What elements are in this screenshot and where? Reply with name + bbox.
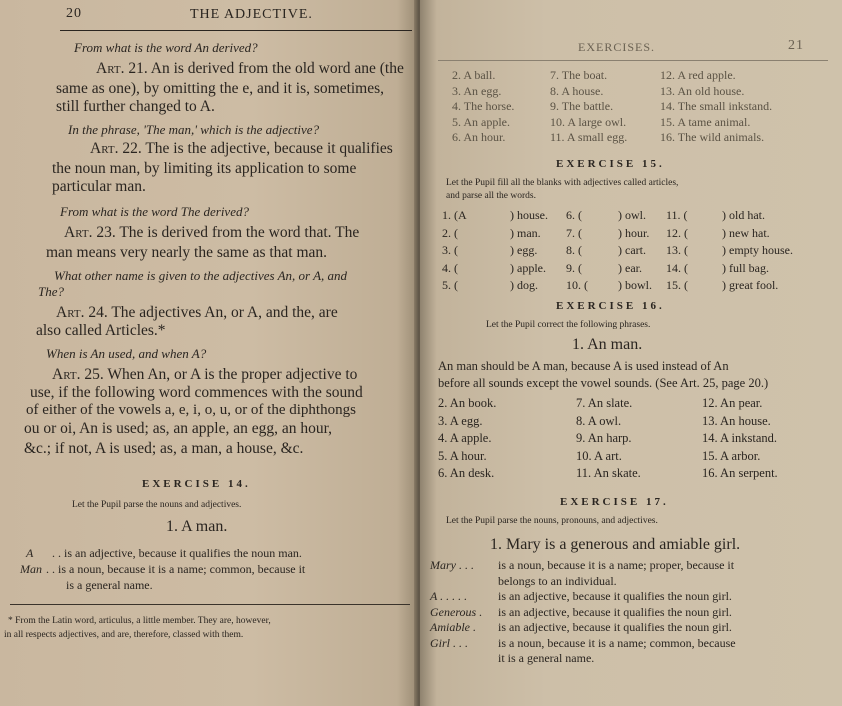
blank-item: 13. (	[666, 243, 688, 257]
article-23-line-2: man means very nearly the same as that man.	[46, 244, 328, 261]
page-number-left: 20	[66, 6, 82, 21]
phrase-item: 10. A art.	[576, 448, 622, 463]
footnote-line-1: * From the Latin word, articulus, a little member. They are, however,	[8, 616, 271, 626]
blank-item: 6. (	[566, 208, 582, 222]
article-25-line-5: &c.; if not, A is used; as, a man, a house, &c.	[24, 440, 304, 457]
blank-item: ) hour.	[618, 225, 650, 240]
blank-item: ) dog.	[510, 278, 538, 292]
article-22-line-1: Art. 22. The is the adjective, because it qualifies	[90, 140, 393, 157]
article-24-line-1: Art. 24. The adjectives An, or A, and the, are	[56, 304, 338, 321]
page-number-right: 21	[788, 38, 804, 53]
parse-word: Amiable .	[430, 620, 476, 634]
blank-item: 7. (	[566, 225, 582, 240]
blank-item: ) old hat.	[722, 208, 765, 222]
article-25-line-4: ou or oi, An is used; as, an apple, an egg, an hour,	[24, 420, 333, 437]
phrase-item: 3. A egg.	[438, 413, 483, 428]
blank-item: 5. (	[442, 278, 458, 292]
right-page	[420, 0, 842, 706]
parse-word: A . . . . .	[430, 589, 468, 603]
exercise-17-subtitle: 1. Mary is a generous and amiable girl.	[490, 536, 741, 553]
phrase-item: 12. An pear.	[702, 396, 763, 410]
exercise-15-directions-2: and parse all the words.	[446, 191, 536, 201]
question-21: From what is the word An derived?	[74, 40, 258, 55]
blank-item: 3. (	[442, 243, 458, 257]
exercise-17-title: EXERCISE 17.	[560, 496, 669, 508]
running-head-left: THE ADJECTIVE.	[190, 7, 313, 22]
exercise-14-subtitle: 1. A man.	[166, 518, 228, 535]
list-item: 5. An apple.	[452, 114, 510, 129]
list-item: 7. The boat.	[550, 68, 608, 82]
parse-word-a: A	[26, 546, 34, 560]
list-item: 9. The battle.	[550, 99, 614, 113]
list-item: 15. A tame animal.	[660, 114, 751, 129]
article-22-line-3: particular man.	[52, 178, 146, 195]
blank-item: 12. (	[666, 225, 688, 240]
parse-text-cont: belongs to an individual.	[498, 573, 617, 588]
phrase-item: 7. An slate.	[576, 396, 633, 410]
article-22-label: Art. 22.	[90, 140, 142, 157]
exercise-16-explanation-1: An man should be A man, because A is used instead of An	[438, 359, 729, 373]
blank-item: ) new hat.	[722, 225, 770, 240]
phrase-item: 6. An desk.	[438, 466, 495, 480]
article-25-line-2: use, if the following word commences with the sound	[30, 384, 363, 401]
article-21-line-1: Art. 21. An is derived from the old word ane (the	[96, 60, 404, 77]
article-23-line-1: Art. 23. The is derived from the word that. The	[64, 224, 360, 241]
phrase-item: 11. An skate.	[576, 466, 641, 480]
list-item: 16. The wild animals.	[660, 130, 765, 144]
phrase-item: 16. An serpent.	[702, 466, 778, 480]
list-item: 4. The horse.	[452, 99, 515, 113]
exercise-15-directions-1: Let the Pupil fill all the blanks with adjectives called articles,	[446, 178, 679, 188]
list-item: 8. A house.	[550, 83, 604, 98]
header-rule	[60, 30, 412, 31]
footnote-rule	[10, 604, 410, 605]
parse-text-man-2: is a general name.	[66, 578, 153, 592]
blank-item: ) cart.	[618, 243, 646, 257]
question-22: In the phrase, 'The man,' which is the adjective?	[68, 122, 320, 137]
running-head-right: EXERCISES.	[578, 40, 656, 54]
article-25-line-3: of either of the vowels a, e, i, o, u, or of the diphthongs	[26, 402, 356, 418]
blank-item: ) apple.	[510, 260, 546, 275]
list-item: 12. A red apple.	[660, 68, 736, 82]
article-23-label: Art. 23.	[64, 224, 116, 241]
blank-item: 10. (	[566, 278, 588, 292]
blank-item: ) egg.	[510, 243, 538, 257]
list-item: 6. An hour.	[452, 130, 506, 144]
footnote-line-2: in all respects adjectives, and are, therefore, classed with them.	[4, 630, 244, 640]
blank-item: 15. (	[666, 278, 688, 292]
article-21-line-3: still further changed to A.	[56, 98, 215, 115]
blank-item: ) empty house.	[722, 243, 793, 257]
blank-item: ) man.	[510, 225, 541, 240]
blank-item: ) ear.	[618, 260, 642, 275]
list-item: 13. An old house.	[660, 83, 745, 98]
article-21-label: Art. 21.	[96, 60, 148, 77]
exercise-16-explanation-2: before all sounds except the vowel sounds. (See Art. 25, page 20.)	[438, 376, 769, 390]
blank-item: ) great fool.	[722, 278, 779, 292]
article-25-line-1: Art. 25. When An, or A is the proper adjective to	[52, 366, 358, 383]
blank-item: 2. (	[442, 225, 458, 240]
question-24-line-2: The?	[38, 284, 64, 299]
blank-item: ) house.	[510, 208, 548, 222]
article-24-label: Art. 24.	[56, 304, 108, 321]
exercise-14-directions: Let the Pupil parse the nouns and adjectives.	[72, 500, 242, 510]
header-rule-right	[438, 60, 828, 61]
list-item: 10. A large owl.	[550, 114, 627, 129]
exercise-15-title: EXERCISE 15.	[556, 158, 665, 170]
exercise-14-title: EXERCISE 14.	[142, 478, 251, 490]
question-25: When is An used, and when A?	[46, 346, 207, 361]
article-24-line-2: also called Articles.*	[36, 322, 166, 339]
blank-item: 4. (	[442, 260, 458, 275]
phrase-item: 8. A owl.	[576, 413, 622, 428]
phrase-item: 5. A hour.	[438, 448, 487, 463]
parse-text: is a noun, because it is a name; proper, because it	[498, 558, 735, 572]
parse-word: Generous .	[430, 604, 483, 619]
parse-text: is an adjective, because it qualifies the noun girl.	[498, 589, 732, 603]
exercise-16-title: EXERCISE 16.	[556, 300, 665, 312]
parse-word-man: Man	[20, 562, 42, 576]
blank-item: 1. (A	[442, 208, 467, 222]
phrase-item: 4. A apple.	[438, 431, 492, 445]
blank-item: 8. (	[566, 243, 582, 257]
list-item: 11. A small egg.	[550, 130, 628, 144]
phrase-item: 9. An harp.	[576, 431, 632, 445]
exercise-16-subtitle: 1. An man.	[572, 336, 643, 353]
list-item: 2. A ball.	[452, 68, 496, 82]
question-24-line-1: What other name is given to the adjectives An, or A, and	[54, 268, 348, 283]
left-page	[0, 0, 418, 706]
parse-text: is an adjective, because it qualifies the noun girl.	[498, 620, 732, 634]
article-25-label: Art. 25.	[52, 366, 104, 383]
phrase-item: 14. A inkstand.	[702, 431, 778, 445]
question-23: From what is the word The derived?	[60, 204, 249, 219]
phrase-item: 15. A arbor.	[702, 448, 761, 463]
parse-text: is an adjective, because it qualifies the noun girl.	[498, 604, 732, 619]
blank-item: 9. (	[566, 260, 582, 275]
exercise-16-directions: Let the Pupil correct the following phrases.	[486, 320, 651, 330]
blank-item: 11. (	[666, 208, 688, 222]
parse-word: Mary . . .	[430, 558, 474, 572]
blank-item: 14. (	[666, 260, 688, 275]
blank-item: ) owl.	[618, 208, 646, 222]
parse-word: Girl . . .	[430, 635, 469, 650]
exercise-17-directions: Let the Pupil parse the nouns, pronouns, and adjectives.	[446, 516, 658, 526]
phrase-item: 2. An book.	[438, 396, 497, 410]
phrase-item: 13. An house.	[702, 413, 771, 428]
list-item: 14. The small inkstand.	[660, 99, 773, 113]
parse-text: is a noun, because it is a name; common, because	[498, 635, 736, 650]
parse-text-cont: it is a general name.	[498, 651, 595, 665]
list-item: 3. An egg.	[452, 83, 502, 98]
parse-text-man: . . is a noun, because it is a name; common, because it	[46, 562, 306, 576]
article-21-line-2: same as one), by omitting the e, and it is, sometimes,	[56, 80, 385, 97]
blank-item: ) bowl.	[618, 278, 652, 292]
blank-item: ) full bag.	[722, 260, 769, 275]
article-22-line-2: the noun man, by limiting its application to some	[52, 160, 357, 177]
parse-text-a: . . is an adjective, because it qualifies the noun man.	[52, 546, 302, 560]
